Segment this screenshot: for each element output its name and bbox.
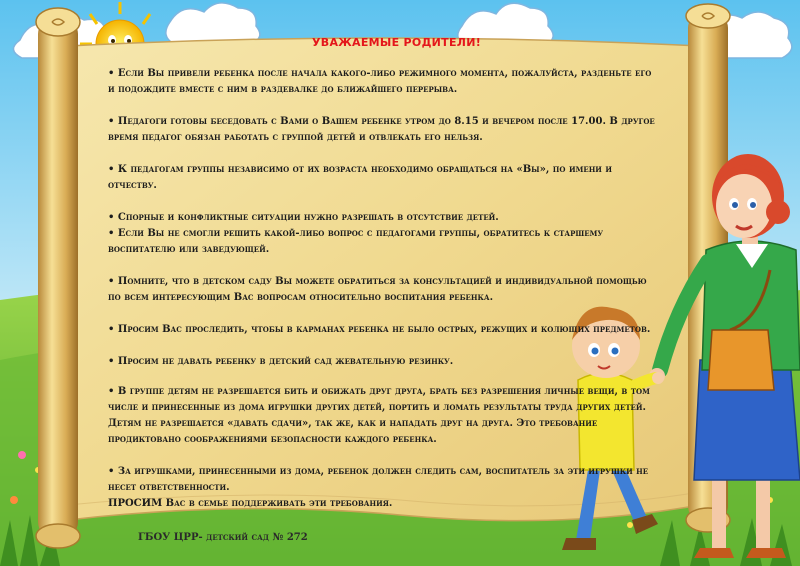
rule-text-9: • В группе детям не разрешается бить и обижать друг друга, брать без разрешения личные вещи, в том числе и принесенные из дома игрушки других детей, портить и ломать результаты труда других детей. Детям не разрешается «давать сдачи», так же, как и нападать друг на друга. Это требование продиктовано соображениями безопасности каждого ребенка. (108, 386, 650, 445)
rule-text-6: • Помните, что в детском саду Вы можете обратиться за консультацией и индивидуальной помощью по всем интересующим Вас вопросам относительно воспитания ребенка. (108, 276, 647, 303)
rule-text-5: • Если Вы не смогли решить какой-либо вопрос с педагогами группы, обратитесь к старшему воспитателю или заведующей. (108, 228, 604, 255)
footer-caption: ГБОУ ЦРР- детский сад № 272 (138, 532, 308, 543)
rule-text-8: • Просим не давать ребенку в детский сад жевательную резинку. (108, 356, 454, 367)
rule-text-3: • К педагогам группы независимо от их возраста необходимо обращаться на «Вы», по имени и отчеству. (108, 164, 613, 191)
rule-text-4: • Спорные и конфликтные ситуации нужно разрешать в отсутствие детей. (108, 212, 499, 223)
rule-text-10: • За игрушками, принесенными из дома, ребенок должен следить сам, воспитатель за эти игрушки не несет ответственности. (108, 466, 649, 493)
rule-text-11: ПРОСИМ Вас в семье поддерживать эти требования. (108, 498, 393, 509)
page-title: УВАЖАЕМЫЕ РОДИТЕЛИ! (312, 36, 482, 49)
rule-text-1: • Если Вы привели ребенка после начала какого-либо режимного момента, пожалуйста, разденьте его и подождите вместе с ним в раздевалке до ближайшего перерыва. (108, 68, 652, 95)
rule-text-2: • Педагоги готовы беседовать с Вами о Вашем ребенке утром до 8.15 и вечером после 17.00. В другое время педагог обязан работать с группой детей и отвлекать его нельзя. (108, 116, 655, 143)
rule-text-7: • Просим Вас проследить, чтобы в карманах ребенка не было острых, режущих и колющих предметов. (108, 324, 651, 335)
